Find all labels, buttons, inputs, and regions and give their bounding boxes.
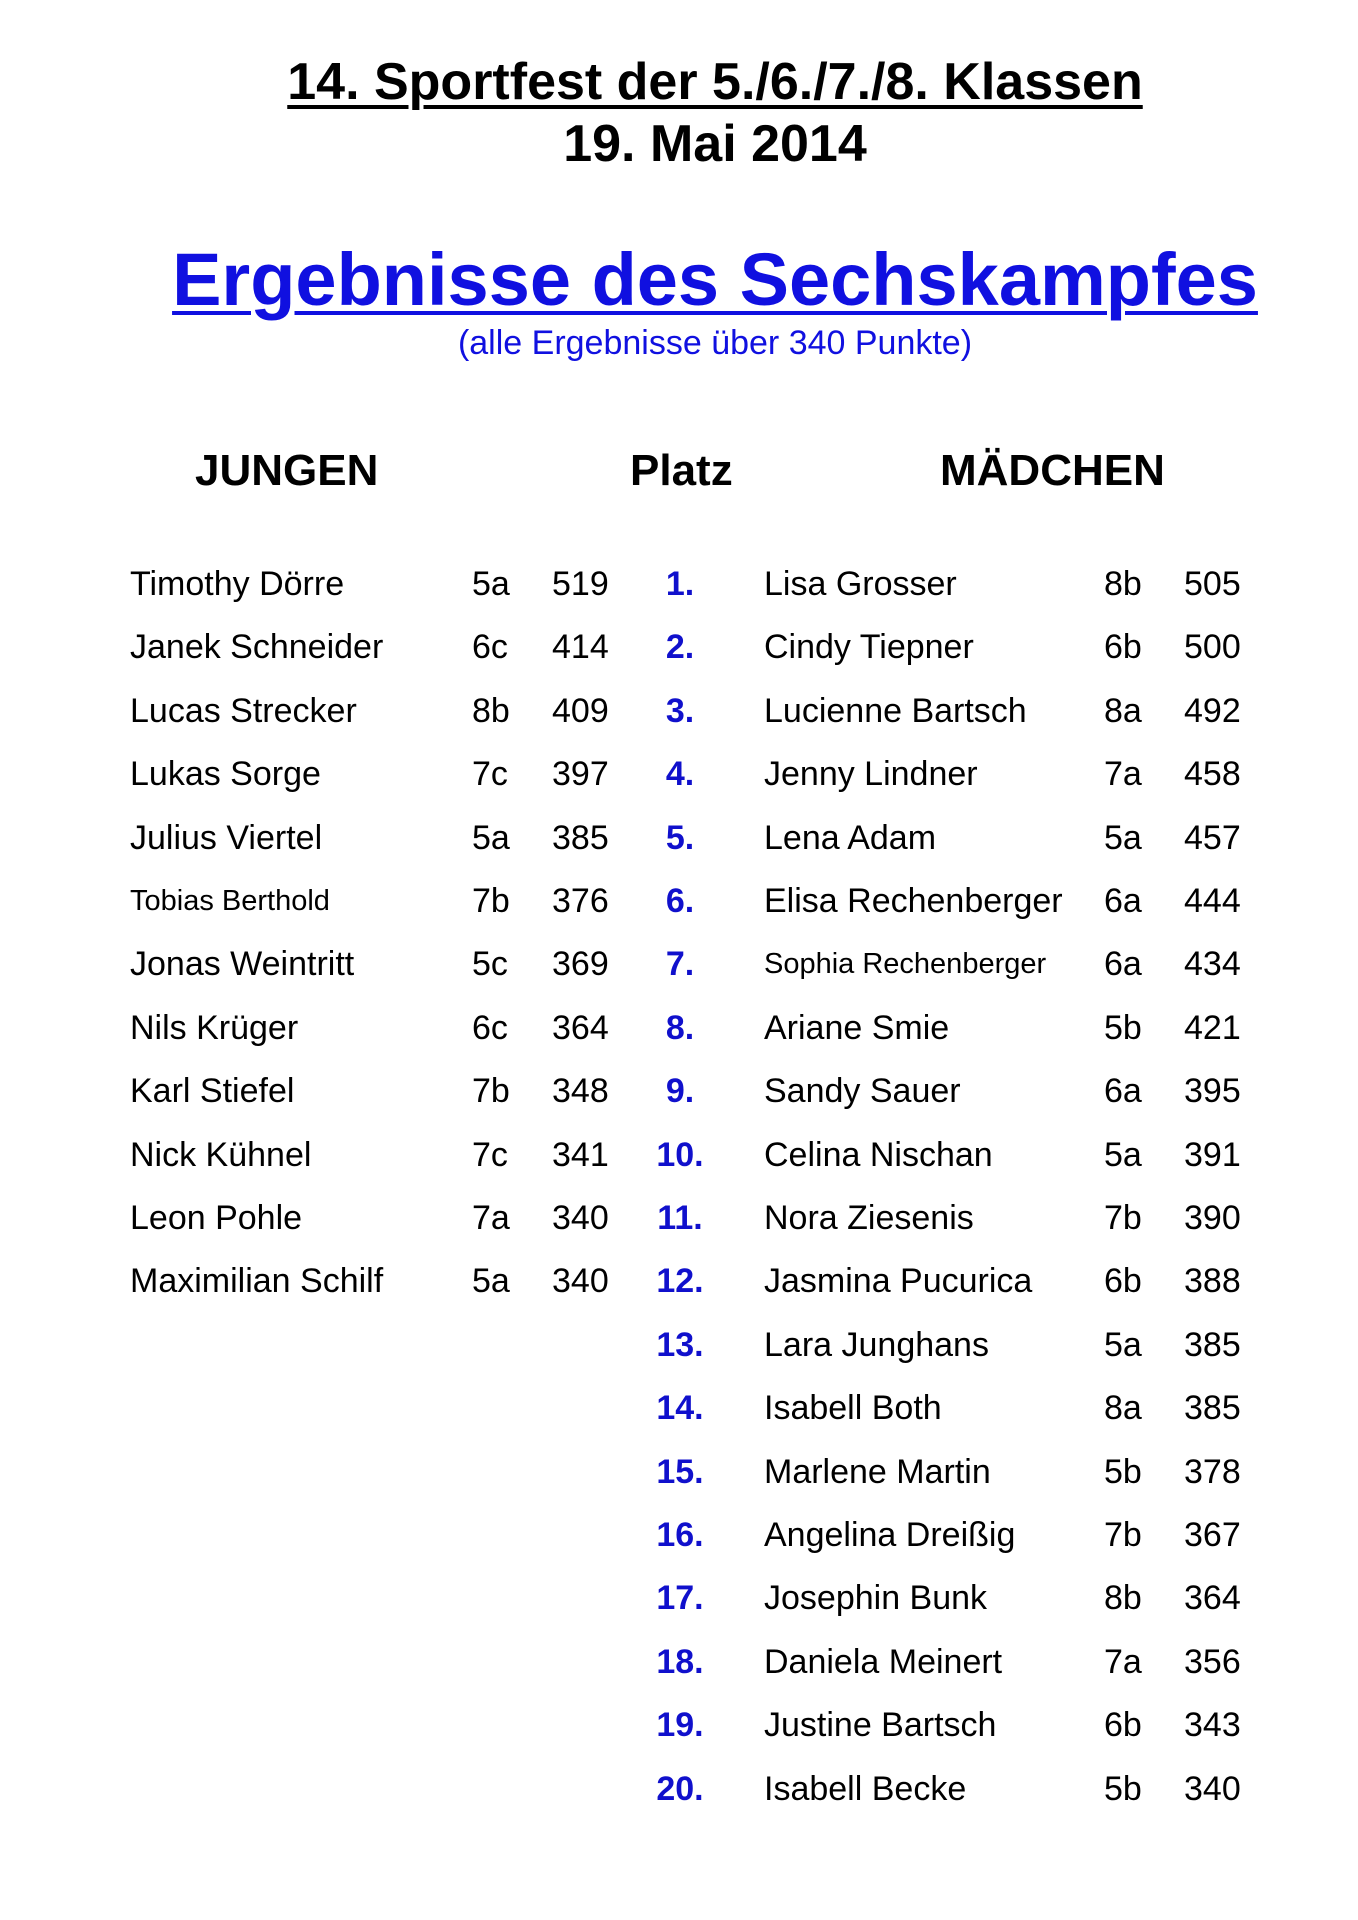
girl-class: 6a — [1104, 1072, 1142, 1111]
place-number: 9. — [665, 1072, 695, 1111]
boy-class: 5a — [472, 565, 510, 603]
place-number: 4. — [665, 755, 695, 794]
girl-points: 500 — [1184, 628, 1241, 667]
boy-class: 8b — [472, 691, 510, 730]
place-number: 13. — [656, 1325, 704, 1364]
table-row — [0, 616, 1358, 679]
table-row — [0, 743, 1358, 806]
boy-name: Nick Kühnel — [130, 1135, 312, 1174]
table-row — [0, 1567, 1358, 1630]
girls-column-header: MÄDCHEN — [940, 446, 1165, 495]
place-number: 7. — [665, 945, 695, 984]
boy-points: 364 — [552, 1008, 609, 1047]
girl-name: Elisa Rechenberger — [764, 882, 1063, 920]
place-number: 12. — [656, 1262, 704, 1301]
boy-class: 5a — [472, 818, 510, 857]
table-row — [0, 1124, 1358, 1187]
girl-class: 8a — [1104, 1389, 1142, 1428]
girl-class: 5b — [1104, 1008, 1142, 1047]
boy-points: 409 — [552, 691, 609, 730]
boy-class: 6c — [472, 1008, 508, 1047]
girl-class: 6b — [1104, 1262, 1142, 1301]
girl-name: Isabell Both — [764, 1389, 942, 1428]
girl-name: Ariane Smie — [764, 1008, 950, 1047]
boy-name: Janek Schneider — [130, 628, 384, 667]
girl-class: 5b — [1104, 1769, 1142, 1808]
girl-name: Daniela Meinert — [764, 1642, 1003, 1681]
table-row — [0, 680, 1358, 743]
boy-class: 5a — [472, 1262, 510, 1301]
girl-points: 367 — [1184, 1516, 1241, 1554]
place-number: 5. — [665, 818, 695, 857]
girl-name: Angelina Dreißig — [764, 1516, 1016, 1554]
girl-points: 378 — [1184, 1452, 1241, 1491]
boy-points: 519 — [552, 565, 609, 603]
place-number: 8. — [665, 1008, 695, 1047]
boy-class: 7c — [472, 755, 508, 794]
girl-name: Isabell Becke — [764, 1769, 967, 1808]
boy-name: Nils Krüger — [130, 1008, 299, 1047]
boy-name: Timothy Dörre — [130, 565, 345, 603]
place-number: 3. — [665, 691, 695, 730]
boy-name: Jonas Weintritt — [130, 945, 355, 984]
table-row — [0, 1694, 1358, 1757]
boy-class: 7b — [472, 882, 510, 920]
table-row — [0, 870, 1358, 933]
girl-name: Lara Junghans — [764, 1325, 989, 1364]
place-number: 2. — [665, 628, 695, 667]
boy-points: 397 — [552, 755, 609, 794]
boy-name: Julius Viertel — [130, 818, 323, 857]
girl-points: 492 — [1184, 691, 1241, 730]
table-row — [0, 1504, 1358, 1567]
girl-name: Jasmina Pucurica — [764, 1262, 1033, 1301]
girl-class: 8b — [1104, 1579, 1142, 1618]
girl-name: Sandy Sauer — [764, 1072, 961, 1111]
boy-class: 7b — [472, 1072, 510, 1111]
boy-points: 385 — [552, 818, 609, 857]
place-number: 18. — [656, 1642, 704, 1681]
girl-name: Marlene Martin — [764, 1452, 991, 1491]
girl-class: 5a — [1104, 818, 1142, 857]
girl-class: 5b — [1104, 1452, 1142, 1491]
results-subheading: (alle Ergebnisse über 340 Punkte) — [457, 324, 973, 362]
girl-name: Cindy Tiepner — [764, 628, 974, 667]
girl-name: Lucienne Bartsch — [764, 691, 1027, 730]
girl-points: 385 — [1184, 1389, 1241, 1428]
girl-points: 505 — [1184, 565, 1241, 603]
boy-points: 341 — [552, 1135, 609, 1174]
event-date: 19. Mai 2014 — [563, 115, 867, 173]
girl-points: 391 — [1184, 1135, 1241, 1174]
girl-points: 343 — [1184, 1706, 1241, 1745]
place-number: 20. — [656, 1769, 704, 1808]
boys-column-header: JUNGEN — [195, 446, 379, 495]
girl-points: 390 — [1184, 1199, 1241, 1237]
place-number: 6. — [665, 882, 695, 920]
girl-points: 364 — [1184, 1579, 1241, 1618]
boy-name: Tobias Berthold — [130, 885, 330, 917]
place-number: 1. — [665, 565, 695, 603]
boy-class: 7a — [472, 1199, 510, 1237]
girl-class: 7a — [1104, 755, 1142, 794]
girl-points: 388 — [1184, 1262, 1241, 1301]
place-number: 11. — [657, 1199, 703, 1237]
girl-name: Lisa Grosser — [764, 565, 957, 603]
girl-name: Justine Bartsch — [764, 1706, 997, 1745]
girl-points: 395 — [1184, 1072, 1241, 1111]
place-column-header: Platz — [630, 446, 733, 495]
girl-name: Josephin Bunk — [764, 1579, 988, 1618]
boy-points: 340 — [552, 1199, 609, 1237]
place-number: 14. — [656, 1389, 704, 1428]
place-number: 15. — [656, 1452, 704, 1491]
results-heading: Ergebnisse des Sechskampfes — [172, 238, 1258, 321]
boy-class: 6c — [472, 628, 508, 667]
girl-class: 5a — [1104, 1325, 1142, 1364]
table-row — [0, 997, 1358, 1060]
girl-points: 457 — [1184, 818, 1241, 857]
table-row — [0, 1187, 1358, 1250]
girl-points: 458 — [1184, 755, 1241, 794]
table-row — [0, 1631, 1358, 1694]
girl-name: Lena Adam — [764, 818, 937, 857]
boy-points: 414 — [552, 628, 609, 667]
table-row — [0, 1314, 1358, 1377]
table-row — [0, 807, 1358, 870]
boy-name: Leon Pohle — [130, 1199, 303, 1237]
boy-class: 7c — [472, 1135, 508, 1174]
place-number: 10. — [656, 1135, 704, 1174]
boy-name: Lucas Strecker — [130, 691, 357, 730]
girl-class: 5a — [1104, 1135, 1142, 1174]
girl-class: 8b — [1104, 565, 1142, 603]
girl-points: 340 — [1184, 1769, 1241, 1808]
girl-points: 356 — [1184, 1642, 1241, 1681]
table-row — [0, 1758, 1358, 1821]
place-number: 19. — [656, 1706, 704, 1745]
boy-name: Karl Stiefel — [130, 1072, 295, 1111]
girl-class: 6a — [1104, 945, 1142, 984]
boy-points: 348 — [552, 1072, 609, 1111]
girl-points: 434 — [1184, 945, 1241, 984]
girl-class: 7b — [1104, 1199, 1142, 1237]
girl-points: 385 — [1184, 1325, 1241, 1364]
girl-class: 7a — [1104, 1642, 1142, 1681]
event-title: 14. Sportfest der 5./6./7./8. Klassen — [287, 53, 1143, 111]
table-row — [0, 1441, 1358, 1504]
table-row — [0, 1060, 1358, 1123]
girl-class: 6b — [1104, 628, 1142, 667]
girl-class: 7b — [1104, 1516, 1142, 1554]
girl-class: 8a — [1104, 691, 1142, 730]
boy-class: 5c — [472, 945, 508, 984]
table-row — [0, 933, 1358, 996]
place-number: 17. — [656, 1579, 704, 1618]
boy-points: 340 — [552, 1262, 609, 1301]
girl-name: Nora Ziesenis — [764, 1199, 974, 1237]
table-row — [0, 1377, 1358, 1440]
table-row — [0, 1250, 1358, 1313]
girl-class: 6b — [1104, 1706, 1142, 1745]
girl-points: 421 — [1184, 1008, 1241, 1047]
girl-points: 444 — [1184, 882, 1241, 920]
boy-points: 369 — [552, 945, 609, 984]
girl-name: Sophia Rechenberger — [764, 948, 1047, 981]
girl-name: Celina Nischan — [764, 1135, 993, 1174]
boy-points: 376 — [552, 882, 609, 920]
boy-name: Lukas Sorge — [130, 755, 321, 794]
table-row — [0, 553, 1358, 616]
place-number: 16. — [656, 1516, 704, 1554]
girl-class: 6a — [1104, 882, 1142, 920]
boy-name: Maximilian Schilf — [130, 1262, 384, 1301]
girl-name: Jenny Lindner — [764, 755, 978, 794]
